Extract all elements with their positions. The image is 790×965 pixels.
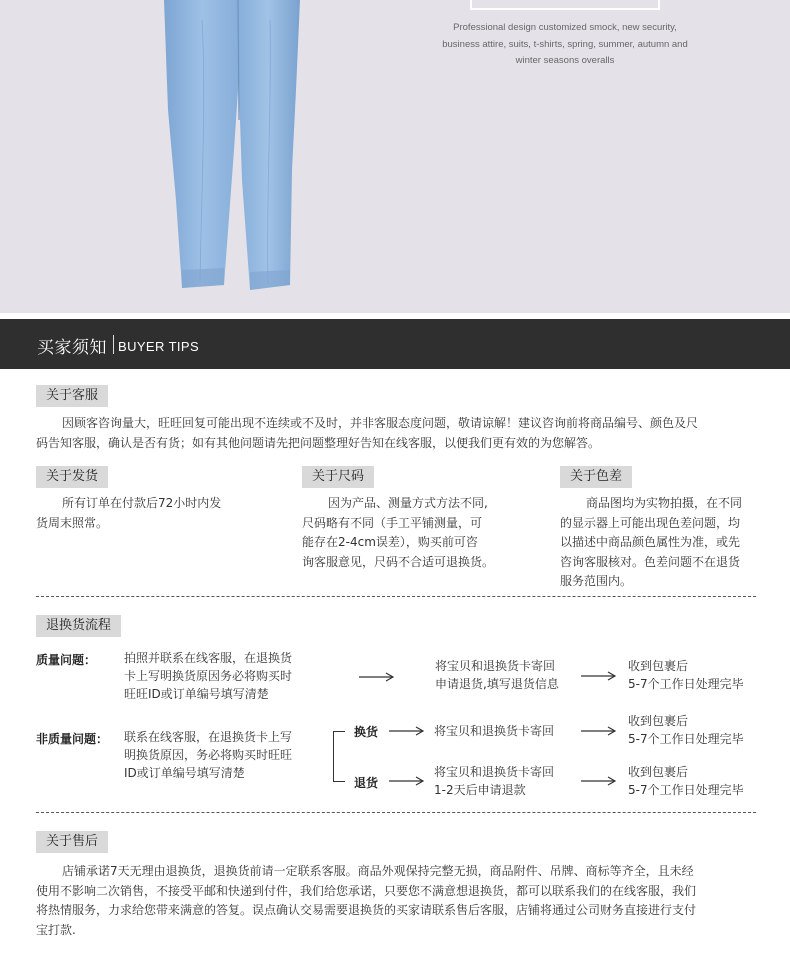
- flow-line: 明换货原因，务必将购买时旺旺: [124, 748, 293, 762]
- arrow-right-icon: [389, 726, 425, 736]
- branch-tick: [333, 731, 345, 732]
- shipping-label: 关于发货: [36, 466, 108, 488]
- flow-line: 将宝贝和退换货卡寄回: [434, 724, 555, 738]
- caption-line: business attire, suits, t-shirts, spring, summer, autumn and: [442, 38, 688, 50]
- quality-step-1: [124, 649, 292, 703]
- exchange-label: 换货: [354, 725, 379, 739]
- flow-line: 拍照并联系在线客服，在退换货: [124, 651, 293, 665]
- flow-line: 收到包裹后: [628, 659, 689, 673]
- paragraph-line: 因为产品、测量方式方法不同,: [328, 496, 488, 510]
- quality-step-3: [628, 657, 744, 693]
- flow-line: 5-7个工作日处理完毕: [628, 732, 744, 746]
- flow-line: 收到包裹后: [628, 714, 689, 728]
- paragraph-line: 以描述中商品颜色属性为准，或先: [560, 535, 741, 549]
- buyer-tips-subtitle: BUYER TIPS: [118, 339, 200, 354]
- product-photo: [0, 0, 790, 313]
- after-sales-label: 关于售后: [36, 831, 108, 853]
- flow-line: 将宝贝和退换货卡寄回: [434, 765, 555, 779]
- after-sales-text: [36, 862, 761, 940]
- shipping-text: [36, 494, 256, 533]
- quality-step-2: [435, 657, 559, 693]
- paragraph-line: 因顾客咨询量大，旺旺回复可能出现不连续或不及时，并非客服态度问题，敬请谅解！建议咨询前将商品编号、颜色及尺: [62, 416, 699, 430]
- flow-line: 收到包裹后: [628, 765, 689, 779]
- flow-line: ID或订单编号填写清楚: [124, 766, 245, 780]
- returns-flow-label: 退换货流程: [36, 615, 121, 637]
- paragraph-line: 使用不影响二次销售，不接受平邮和快递到付件，我们给您承诺，只要您不满意想退换货，都可以联系我们的在线客服，我们: [36, 883, 697, 898]
- non-quality-step-1: [124, 728, 292, 782]
- arrow-right-icon: [581, 726, 617, 736]
- exchange-step: [434, 722, 554, 740]
- flow-line: 旺旺ID或订单编号填写清楚: [124, 687, 269, 701]
- paragraph-line: 的显示器上可能出现色差问题，均: [560, 515, 741, 530]
- flow-line: 5-7个工作日处理完毕: [628, 677, 744, 691]
- section-divider: [36, 596, 756, 597]
- branch-tick: [333, 781, 345, 782]
- refund-result: [628, 763, 744, 799]
- arrow-right-icon: [581, 671, 617, 681]
- caption-line: Professional design customized smock, new security,: [453, 22, 677, 33]
- flow-line: 申请退货,填写退货信息: [435, 677, 559, 691]
- quality-issue-heading: 质量问题：: [36, 653, 97, 667]
- customer-service-text: [36, 414, 761, 453]
- arrow-right-icon: [359, 672, 395, 682]
- flow-line: 1-2天后申请退款: [434, 783, 526, 797]
- caption-line: winter seasons overalls: [515, 55, 615, 66]
- flow-line: 联系在线客服，在退换货卡上写: [124, 730, 293, 744]
- flow-line: 5-7个工作日处理完毕: [628, 783, 744, 797]
- paragraph-line: 咨询客服核对。色差问题不在退货: [560, 554, 741, 569]
- branch-bracket: [333, 731, 334, 781]
- customer-service-label: 关于客服: [36, 385, 108, 407]
- non-quality-issue-heading: 非质量问题：: [36, 732, 109, 746]
- paragraph-line: 所有订单在付款后72小时内发: [62, 496, 222, 510]
- buyer-tips-header: [0, 319, 790, 369]
- pants-image: [162, 0, 312, 300]
- refund-step: [434, 763, 554, 799]
- size-text: [302, 494, 522, 572]
- flow-line: 卡上写明换货原因务必将购买时: [124, 669, 293, 683]
- paragraph-line: 询客服意见，尺码不合适可退换货。: [302, 554, 495, 569]
- arrow-right-icon: [581, 776, 617, 786]
- product-tag-frame: [470, 0, 660, 10]
- product-caption: [425, 20, 705, 70]
- refund-label: 退货: [354, 776, 379, 790]
- flow-line: 将宝贝和退换货卡寄回: [435, 659, 556, 673]
- paragraph-line: 能存在2-4cm误差），购买前可咨: [302, 535, 478, 549]
- paragraph-line: 码告知客服，确认是否有货；如有其他问题请先把问题整理好告知在线客服，以便我们更有效的为您解答。: [36, 435, 601, 450]
- paragraph-line: 服务范围内。: [560, 574, 633, 588]
- paragraph-line: 尺码略有不同（手工平铺测量，可: [302, 515, 483, 530]
- size-label: 关于尺码: [302, 466, 374, 488]
- paragraph-line: 商品图均为实物拍摄，在不同: [586, 496, 743, 510]
- paragraph-line: 店铺承诺7天无理由退换货，退换货前请一定联系客服。商品外观保持完整无损，商品附件、吊牌、商标等齐全，且未经: [62, 864, 694, 878]
- exchange-result: [628, 712, 744, 748]
- paragraph-line: 将热情服务，力求给您带来满意的答复。误点确认交易需要退换货的买家请联系售后客服，店铺将通过公司财务直接进行支付: [36, 903, 697, 917]
- paragraph-line: 货周末照常。: [36, 515, 109, 530]
- color-diff-label: 关于色差: [560, 466, 632, 488]
- buyer-tips-title: 买家须知: [37, 338, 107, 358]
- title-divider: [113, 335, 114, 354]
- color-diff-text: [560, 494, 760, 592]
- paragraph-line: 宝打款.: [36, 922, 76, 937]
- section-divider: [36, 812, 756, 813]
- arrow-right-icon: [389, 776, 425, 786]
